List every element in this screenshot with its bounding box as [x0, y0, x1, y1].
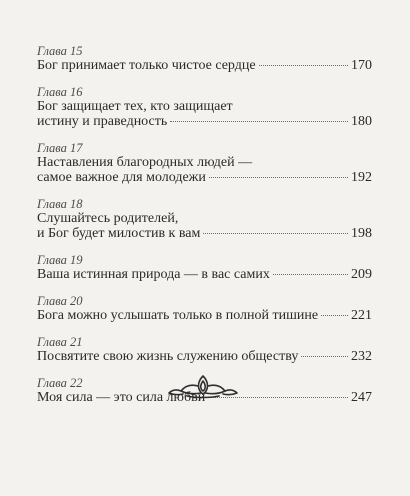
chapter-title: самое важное для молодежи [37, 170, 206, 185]
chapter-label: Глава 21 [37, 335, 83, 349]
toc-leader-line [37, 58, 372, 73]
chapter-title: Бог принимает только чистое сердце [37, 58, 256, 73]
dot-leader [203, 233, 348, 234]
dot-leader [209, 177, 348, 178]
page-number: 247 [351, 390, 372, 405]
toc-entry-21 [37, 335, 372, 364]
chapter-label: Глава 18 [37, 197, 83, 211]
page-number: 221 [351, 308, 372, 323]
chapter-label: Глава 22 [37, 376, 83, 390]
toc-leader-line [37, 170, 372, 185]
table-of-contents [37, 44, 372, 405]
page-number: 232 [351, 349, 372, 364]
chapter-title-line: Слушайтесь родителей, [37, 211, 179, 226]
chapter-title: Моя сила — это сила любви [37, 390, 206, 405]
page-number: 192 [351, 170, 372, 185]
chapter-label: Глава 15 [37, 44, 83, 58]
toc-entry-19 [37, 253, 372, 282]
chapter-label: Глава 19 [37, 253, 83, 267]
chapter-title: Бога можно услышать только в полной тишине [37, 308, 319, 323]
dot-leader [321, 315, 348, 316]
toc-leader-line [37, 267, 372, 282]
page-number: 209 [351, 267, 372, 282]
chapter-label: Глава 17 [37, 141, 83, 155]
chapter-title-line: Бог защищает тех, кто защищает [37, 99, 233, 114]
toc-entry-17 [37, 141, 372, 185]
chapter-title: Посвятите свою жизнь служению обществу [37, 349, 299, 364]
chapter-title: истину и праведность [37, 114, 168, 129]
page-number: 170 [351, 58, 372, 73]
chapter-title-line: Наставления благородных людей — [37, 155, 253, 170]
page-number: 180 [351, 114, 372, 129]
chapter-label: Глава 16 [37, 85, 83, 99]
toc-leader-line [37, 114, 372, 129]
dot-leader [301, 356, 348, 357]
lotus-ornament-icon [167, 372, 239, 400]
toc-entry-15 [37, 44, 372, 73]
page-number: 198 [351, 226, 372, 241]
chapter-label: Глава 20 [37, 294, 83, 308]
toc-entry-16 [37, 85, 372, 129]
toc-leader-line [37, 308, 372, 323]
chapter-title: и Бог будет милостив к вам [37, 226, 201, 241]
toc-leader-line [37, 349, 372, 364]
dot-leader [273, 274, 348, 275]
dot-leader [170, 121, 348, 122]
toc-entry-18 [37, 197, 372, 241]
toc-entry-20 [37, 294, 372, 323]
toc-leader-line [37, 226, 372, 241]
chapter-title: Ваша истинная природа — в вас самих [37, 267, 270, 282]
dot-leader [259, 65, 348, 66]
